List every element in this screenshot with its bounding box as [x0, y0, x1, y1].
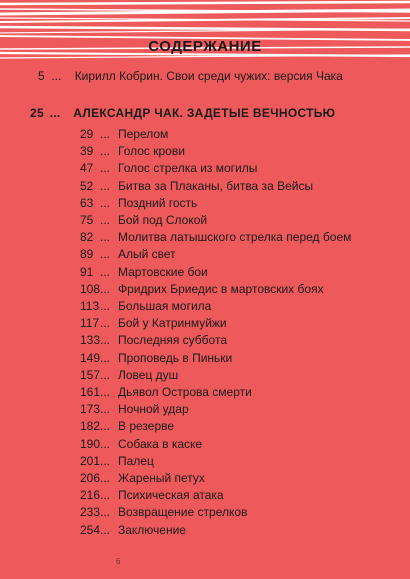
- toc-leader: ...: [100, 230, 111, 245]
- toc-entry: [80, 144, 185, 158]
- toc-entry-title: Алый свет: [118, 247, 176, 262]
- toc-leader: ...: [100, 247, 111, 262]
- toc-section-title: АЛЕКСАНДР ЧАК. ЗАДЕТЫЕ ВЕЧНОСТЬЮ: [73, 106, 336, 120]
- toc-leader: ...: [100, 453, 111, 468]
- page-footer-number: 6: [116, 557, 121, 566]
- toc-entry: [80, 247, 176, 261]
- toc-entry: [80, 368, 178, 382]
- toc-page-number: 206: [80, 471, 101, 485]
- toc-entry-title: Бой у Катринмуйжи: [118, 316, 227, 331]
- toc-page-number: 52: [80, 178, 94, 193]
- toc-entry-title: Большая могила: [118, 299, 212, 313]
- toc-page-number: 190: [80, 436, 101, 451]
- toc-leader: ...: [100, 299, 111, 313]
- toc-page-number: 216: [80, 488, 101, 503]
- toc-leader: ...: [100, 419, 111, 434]
- toc-leader: ...: [100, 367, 111, 382]
- toc-entry-intro: [38, 69, 343, 83]
- toc-leader: ...: [51, 69, 62, 83]
- toc-entry-title: Ночной удар: [118, 402, 189, 417]
- toc-entry-title: Последняя суббота: [118, 333, 227, 348]
- toc-leader: ...: [100, 195, 111, 210]
- toc-entry: [80, 471, 205, 485]
- toc-entry-title: Дьявол Острова смерти: [118, 385, 252, 399]
- toc-page-number: 63: [80, 195, 94, 210]
- toc-leader: ...: [100, 333, 111, 348]
- toc-leader: ...: [100, 471, 111, 485]
- toc-leader: ...: [100, 505, 111, 520]
- toc-page-number: 161: [80, 385, 101, 399]
- toc-page-number: 39: [80, 144, 94, 159]
- toc-entry: [80, 196, 197, 210]
- toc-entry-title: Бой под Слокой: [118, 213, 208, 227]
- toc-entry-title: Кирилл Кобрин. Свои среди чужих: версия Чака: [74, 69, 343, 83]
- toc-entry-title: Собака в каске: [118, 436, 203, 451]
- toc-page-number: 254: [80, 522, 101, 537]
- toc-leader: ...: [100, 350, 111, 365]
- toc-entry-title: Битва за Плаканы, битва за Вейсы: [118, 178, 314, 193]
- toc-page-number: 117: [80, 316, 100, 331]
- toc-entry: [80, 282, 324, 296]
- toc-leader: ...: [100, 213, 111, 227]
- toc-entry: [80, 265, 208, 279]
- toc-entry-title: Возвращение стрелков: [118, 505, 248, 520]
- toc-section-heading: [30, 106, 335, 120]
- toc-page-number: 82: [80, 230, 94, 245]
- toc-leader: ...: [100, 385, 111, 399]
- toc-leader: ...: [100, 402, 111, 417]
- toc-entry: [80, 454, 154, 468]
- toc-entry: [80, 127, 168, 141]
- toc-entry: [80, 351, 232, 365]
- toc-leader: ...: [49, 106, 61, 120]
- toc-page-number: 233: [80, 505, 101, 520]
- toc-entry: [80, 213, 207, 227]
- toc-entry-title: Голос стрелка из могилы: [118, 161, 258, 176]
- page-title: СОДЕРЖАНИЕ: [148, 38, 262, 55]
- toc-page-number: 133: [80, 333, 101, 348]
- toc-page-number: 173: [80, 402, 101, 417]
- toc-entry-title: Фридрих Бриедис в мартовских боях: [118, 281, 324, 296]
- toc-entry: [80, 161, 257, 175]
- toc-page-number: 47: [80, 161, 94, 176]
- toc-leader: ...: [100, 316, 111, 331]
- toc-entry: [80, 523, 186, 537]
- toc-entry: [80, 402, 189, 416]
- toc-page-number: 29: [80, 127, 94, 141]
- toc-leader: ...: [100, 522, 111, 537]
- toc-entry-title: Перелом: [118, 127, 169, 141]
- toc-entry-title: Молитва латышского стрелка перед боем: [118, 230, 352, 245]
- toc-entry-title: Поздний гость: [118, 195, 198, 210]
- toc-entry: [80, 419, 174, 433]
- toc-page-number: 75: [80, 213, 94, 227]
- toc-leader: ...: [100, 178, 111, 193]
- toc-entry: [80, 333, 227, 347]
- toc-entry-title: Мартовские бои: [118, 264, 208, 279]
- toc-entry-title: Проповедь в Пиньки: [118, 350, 233, 365]
- toc-entry-title: В резерве: [118, 419, 175, 434]
- toc-entry-title: Жареный петух: [118, 471, 205, 485]
- toc-leader: ...: [100, 127, 111, 141]
- toc-page-number: 113: [80, 299, 100, 313]
- toc-page-number: 89: [80, 247, 94, 262]
- toc-leader: ...: [100, 264, 111, 279]
- toc-entry-title: Заключение: [118, 522, 186, 537]
- toc-entry-title: Палец: [118, 453, 154, 468]
- toc-leader: ...: [100, 436, 111, 451]
- toc-leader: ...: [100, 281, 111, 296]
- toc-entry: [80, 299, 211, 313]
- toc-page-number: 201: [80, 453, 101, 468]
- toc-page-number: 182: [80, 419, 101, 434]
- toc-entry: [80, 179, 313, 193]
- toc-entry: [80, 505, 247, 519]
- toc-entry-title: Психическая атака: [118, 488, 224, 503]
- toc-leader: ...: [100, 144, 111, 159]
- toc-page-number: 25: [30, 106, 44, 120]
- toc-leader: ...: [100, 161, 111, 176]
- toc-entry-title: Ловец душ: [118, 367, 179, 382]
- toc-page-number: 108: [80, 281, 101, 296]
- toc-entry: [80, 385, 252, 399]
- toc-entry-title: Голос крови: [118, 144, 185, 159]
- toc-leader: ...: [100, 488, 111, 503]
- toc-page-number: 91: [80, 264, 94, 279]
- toc-page-number: 149: [80, 350, 101, 365]
- toc-page-number: 157: [80, 367, 101, 382]
- toc-entry: [80, 230, 351, 244]
- toc-entry: [80, 437, 202, 451]
- toc-page-number: 5: [38, 69, 45, 83]
- toc-entry: [80, 316, 227, 330]
- toc-entry: [80, 488, 224, 502]
